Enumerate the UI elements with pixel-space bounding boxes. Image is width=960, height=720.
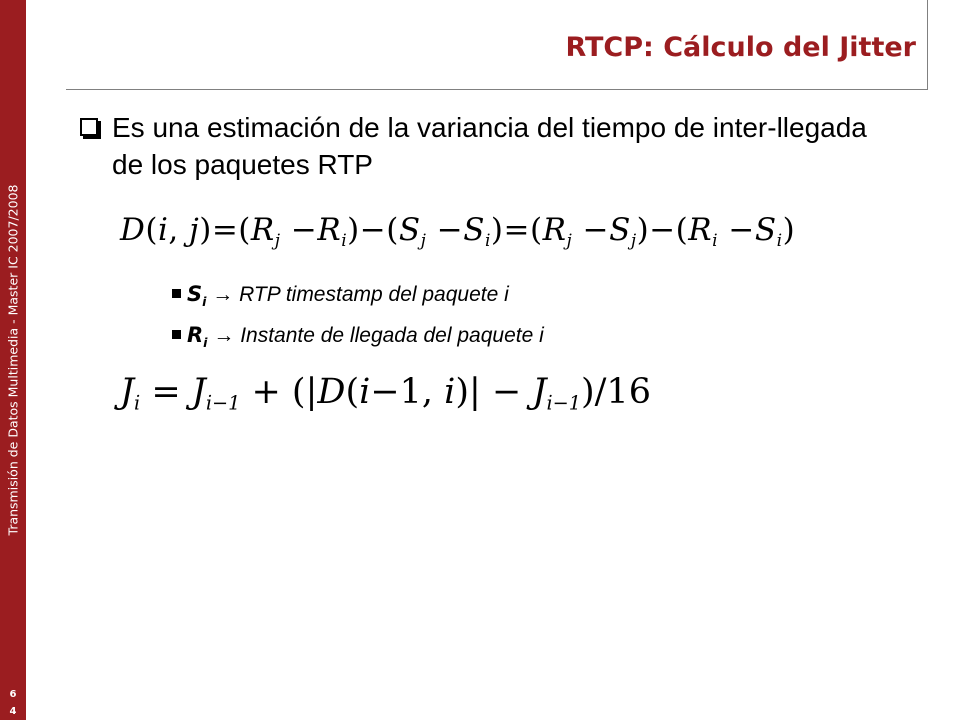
main-bullet-text: Es una estimación de la variancia del tiempo de inter-llegada de los paquetes RTP — [112, 112, 867, 180]
symbol-s: $S_i$ — [187, 282, 207, 310]
sub-bullet-r — [172, 323, 544, 350]
page-number — [0, 686, 26, 720]
checkbox-bullet-icon — [80, 118, 98, 136]
square-bullet-icon — [172, 330, 181, 339]
symbol-r: $R_i$ — [187, 323, 208, 351]
page-digit: 4 — [9, 706, 17, 717]
sidebar — [0, 0, 26, 720]
arrow-icon: → — [212, 283, 234, 306]
formula-d-difference: D(i, $j)=(R_j -R_i)-(S_j -S_i)=(R_j -S_j)-(R_i -S_i)$ — [120, 212, 796, 251]
square-bullet-icon — [172, 289, 181, 298]
page-digit: 6 — [9, 689, 17, 700]
sub-bullet-s — [172, 282, 509, 309]
course-caption: Transmisión de Datos Multimedia - Master IC 2007/2008 — [5, 184, 21, 536]
formula-jitter: $J_i = J_{i-1} + (|D(i-1$, $i)| - J_{i-1})/16$ — [120, 372, 651, 415]
arrow-icon: → — [213, 324, 235, 347]
sub-bullet-text: Instante de llegada del paquete i — [240, 324, 544, 347]
main-bullet — [80, 109, 880, 183]
title-divider-vertical — [927, 0, 928, 90]
sub-bullet-text: RTP timestamp del paquete i — [239, 283, 509, 306]
slide-title: RTCP: Cálculo del Jitter — [565, 32, 916, 63]
title-divider — [66, 89, 928, 90]
